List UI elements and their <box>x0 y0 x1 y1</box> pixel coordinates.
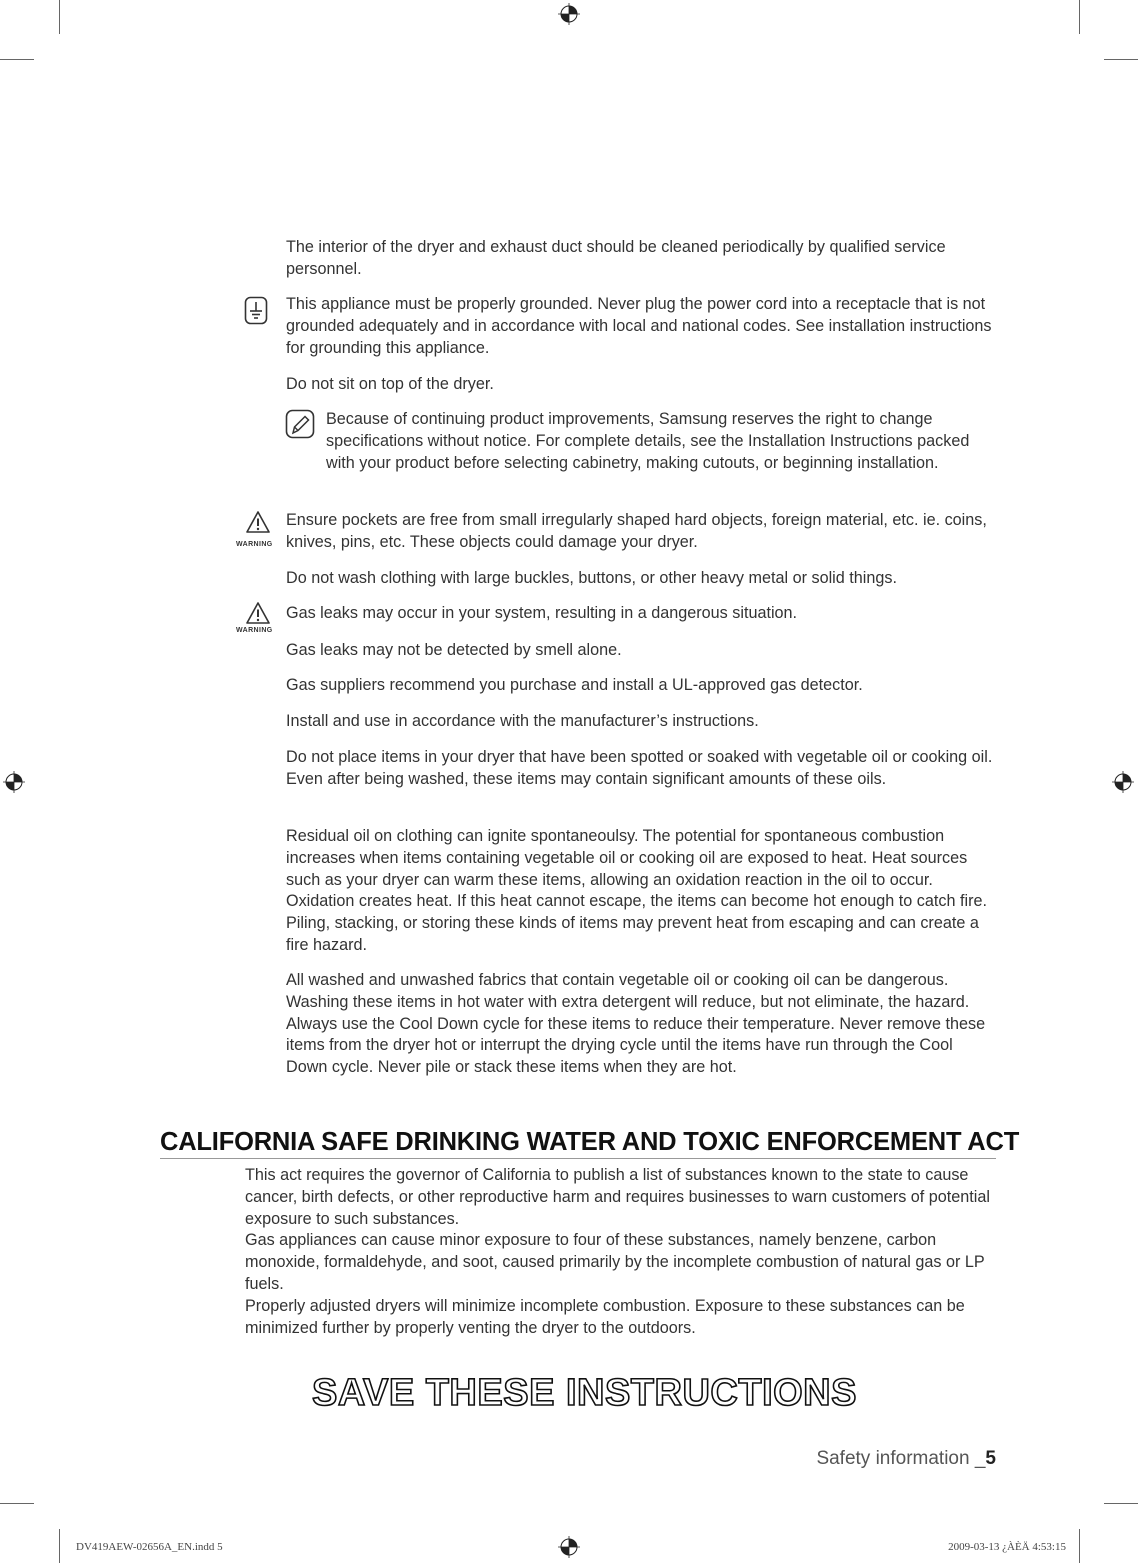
paragraph: Gas appliances can cause minor exposure to four of these substances, namely benzene, carbon monoxide, formaldehyde, and soot, caused primarily by the incomplete combustion of natural gas or LP fuels. <box>245 1231 985 1293</box>
registration-mark-icon <box>558 1536 580 1558</box>
section-heading: CALIFORNIA SAFE DRINKING WATER AND TOXIC ENFORCEMENT ACT <box>160 1128 996 1159</box>
crop-mark <box>1104 1503 1138 1504</box>
footer-section: Safety information _ <box>816 1448 986 1469</box>
paragraph: This appliance must be properly grounded. Never plug the power cord into a receptacle that is not grounded adequately and in accordance with local and national codes. See installation instructions for grounding this appliance. <box>286 295 992 357</box>
crop-mark <box>59 1529 60 1563</box>
ground-icon <box>244 296 268 326</box>
crop-mark <box>59 0 60 34</box>
paragraph: Gas suppliers recommend you purchase and install a UL-approved gas detector. <box>286 676 863 694</box>
paragraph: Gas leaks may not be detected by smell alone. <box>286 641 622 659</box>
slug-filename: DV419AEW-02656A_EN.indd 5 <box>76 1541 223 1553</box>
warning-icon <box>245 510 271 534</box>
paragraph: This act requires the governor of California to publish a list of substances known to the state to cause cancer, birth defects, or other reproductive harm and requires businesses to warn customers of potential exposure to such substances. <box>245 1166 991 1228</box>
note-icon <box>285 409 315 439</box>
crop-mark <box>1079 0 1080 34</box>
paragraph: Do not place items in your dryer that have been spotted or soaked with vegetable oil or cooking oil. Even after being washed, these items may contain significant amounts of these oils. <box>286 748 993 788</box>
paragraph: All washed and unwashed fabrics that contain vegetable oil or cooking oil can be dangerous. Washing these items in hot water with extra detergent will reduce, but not eliminate, the hazard. Always use the Cool Down cycle for these items to reduce their temperature. Never remove these items from the dryer hot or interrupt the drying cycle until the items have run through the Cool Down cycle. Never pile or stack these items when they are hot. <box>286 971 986 1077</box>
crop-mark <box>1079 1529 1080 1563</box>
crop-mark <box>1104 59 1138 60</box>
save-instructions-banner: SAVE THESE INSTRUCTIONS <box>312 1372 857 1414</box>
paragraph: Ensure pockets are free from small irregularly shaped hard objects, foreign material, etc. ie. coins, knives, pins, etc. These objects could damage your dryer. <box>286 511 987 551</box>
registration-mark-icon <box>1112 771 1134 793</box>
paragraph: The interior of the dryer and exhaust duct should be cleaned periodically by qualified service personnel. <box>286 238 946 278</box>
paragraph: Gas leaks may occur in your system, resulting in a dangerous situation. <box>286 604 798 622</box>
warning-icon <box>245 601 271 625</box>
paragraph: Do not wash clothing with large buckles, buttons, or other heavy metal or solid things. <box>286 569 897 587</box>
warning-label: WARNING <box>236 627 273 634</box>
registration-mark-icon <box>3 771 25 793</box>
page-number: 5 <box>985 1448 996 1469</box>
crop-mark <box>0 1503 34 1504</box>
page-footer <box>816 1448 996 1470</box>
crop-mark <box>0 59 34 60</box>
warning-label: WARNING <box>236 541 273 548</box>
slug-timestamp: 2009-03-13 ¿ÀÈÄ 4:53:15 <box>948 1541 1066 1553</box>
paragraph: Do not sit on top of the dryer. <box>286 375 494 393</box>
paragraph: Install and use in accordance with the manufacturer’s instructions. <box>286 712 759 730</box>
registration-mark-icon <box>558 3 580 25</box>
paragraph: Residual oil on clothing can ignite spontaneoulsy. The potential for spontaneous combustion increases when items containing vegetable oil or cooking oil are exposed to heat. Heat sources such as your dryer can warm these items, allowing an oxidation reaction in the oil to occur. Oxidation creates heat. If this heat cannot escape, the items can become hot enough to catch fire. Piling, stacking, or storing these kinds of items may prevent heat from escaping and can create a fire hazard. <box>286 827 987 954</box>
paragraph: Because of continuing product improvements, Samsung reserves the right to change specifications without notice. For complete details, see the Installation Instructions packed with your product before selecting cabinetry, making cutouts, or beginning installation. <box>326 410 970 472</box>
paragraph: Properly adjusted dryers will minimize incomplete combustion. Exposure to these substances can be minimized further by properly venting the dryer to the outdoors. <box>245 1297 965 1337</box>
